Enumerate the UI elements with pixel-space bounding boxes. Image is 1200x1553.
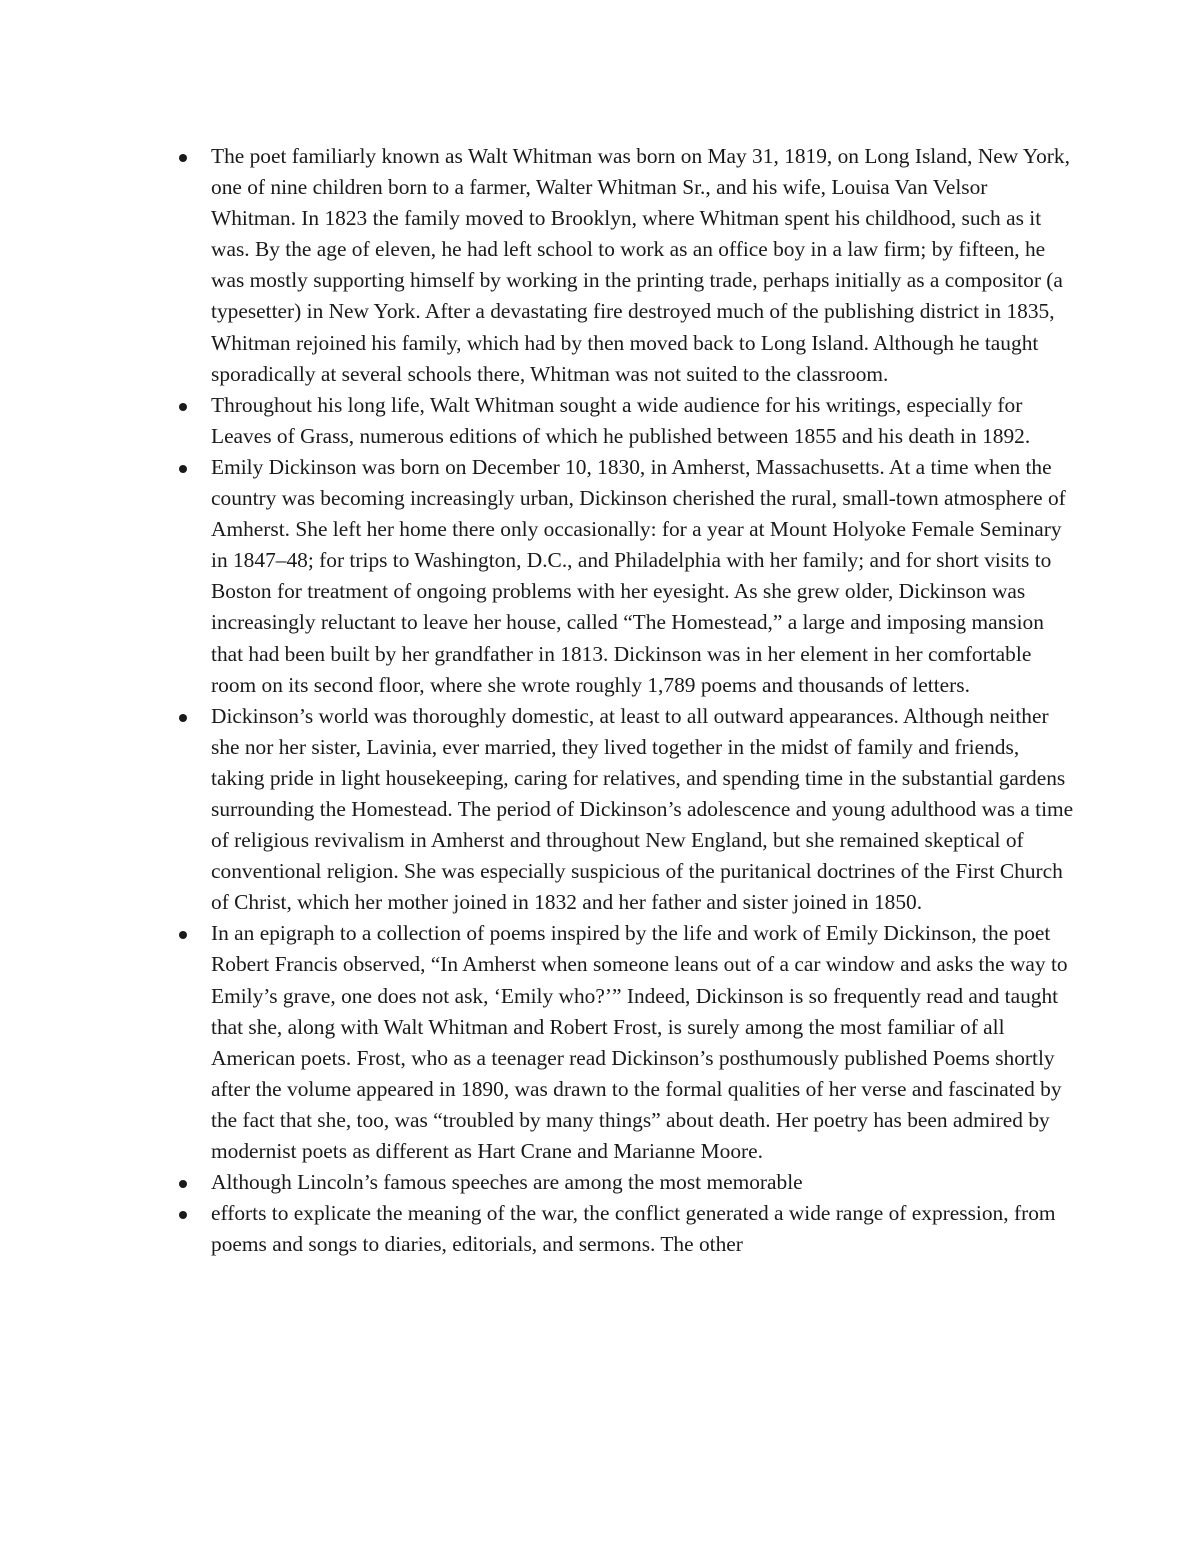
paragraph-text: In an epigraph to a collection of poems inspired by the life and work of Emily Dickinson, the poet Robert Francis observed, “In Amherst when someone leans out of a car window and asks the way to Emily’s grave, one does not ask, ‘Emily who?’” Indeed, Dickinson is so frequently read and taught that she, along with Walt Whitman and Robert Frost, is surely among the most familiar of all American poets. Frost, who as a teenager read Dickinson’s posthumously published Poems shortly after the volume appeared in 1890, was drawn to the formal qualities of her verse and fascinated by the fact that she, too, was “troubled by many things” about death. Her poetry has been admired by modernist poets as different as Hart Crane and Marianne Moore. xyxy=(211,921,1068,1163)
paragraph-text: Throughout his long life, Walt Whitman sought a wide audience for his writings, especially for Leaves of Grass, numerous editions of which he published between 1855 and his death in 1892. xyxy=(211,392,1031,448)
bullet-point-icon xyxy=(179,714,187,722)
list-item xyxy=(175,1167,1075,1198)
paragraph-text: Dickinson’s world was thoroughly domestic, at least to all outward appearances. Although neither she nor her sister, Lavinia, ever married, they lived together in the midst of family and friends, taking pride in light housekeeping, caring for relatives, and spending time in the substantial gardens surrounding the Homestead. The period of Dickinson’s adolescence and young adulthood was a time of religious revivalism in Amherst and throughout New England, but she remained skeptical of conventional religion. She was especially suspicious of the puritanical doctrines of the First Church of Christ, which her mother joined in 1832 and her father and sister joined in 1850. xyxy=(211,703,1074,915)
bullet-point-icon xyxy=(179,154,187,162)
paragraph-text: The poet familiarly known as Walt Whitman was born on May 31, 1819, on Long Island, New York, one of nine children born to a farmer, Walter Whitman Sr., and his wife, Louisa Van Velsor Whitman. In 1823 the family moved to Brooklyn, where Whitman spent his childhood, such as it was. By the age of eleven, he had left school to work as an office boy in a law firm; by fifteen, he was mostly supporting himself by working in the printing trade, perhaps initially as a compositor (a typesetter) in New York. After a devastating fire destroyed much of the publishing district in 1835, Whitman rejoined his family, which had by then moved back to Long Island. Although he taught sporadically at several schools there, Whitman was not suited to the classroom. xyxy=(211,144,1070,386)
list-item xyxy=(175,701,1075,919)
bullet-list xyxy=(175,141,1075,1260)
list-item xyxy=(175,390,1075,452)
paragraph-text: Although Lincoln’s famous speeches are among the most memorable xyxy=(211,1170,803,1195)
list-item xyxy=(175,452,1075,701)
list-item xyxy=(175,918,1075,1167)
bullet-point-icon xyxy=(179,931,187,939)
list-item xyxy=(175,141,1075,390)
bullet-point-icon xyxy=(179,403,187,411)
list-item xyxy=(175,1198,1075,1260)
bullet-point-icon xyxy=(179,1211,187,1219)
paragraph-text: Emily Dickinson was born on December 10, 1830, in Amherst, Massachusetts. At a time when the country was becoming increasingly urban, Dickinson cherished the rural, small-town atmosphere of Amherst. She left her home there only occasionally: for a year at Mount Holyoke Female Seminary in 1847–48; for trips to Washington, D.C., and Philadelphia with her family; and for short visits to Boston for treatment of ongoing problems with her eyesight. As she grew older, Dickinson was increasingly reluctant to leave her house, called “The Homestead,” a large and imposing mansion that had been built by her grandfather in 1813. Dickinson was in her element in her comfortable room on its second floor, where she wrote roughly 1,789 poems and thousands of letters. xyxy=(211,454,1066,697)
paragraph-text: efforts to explicate the meaning of the war, the conflict generated a wide range of expression, from poems and songs to diaries, editorials, and sermons. The other xyxy=(211,1201,1056,1257)
bullet-point-icon xyxy=(179,465,187,473)
bullet-point-icon xyxy=(179,1180,187,1188)
